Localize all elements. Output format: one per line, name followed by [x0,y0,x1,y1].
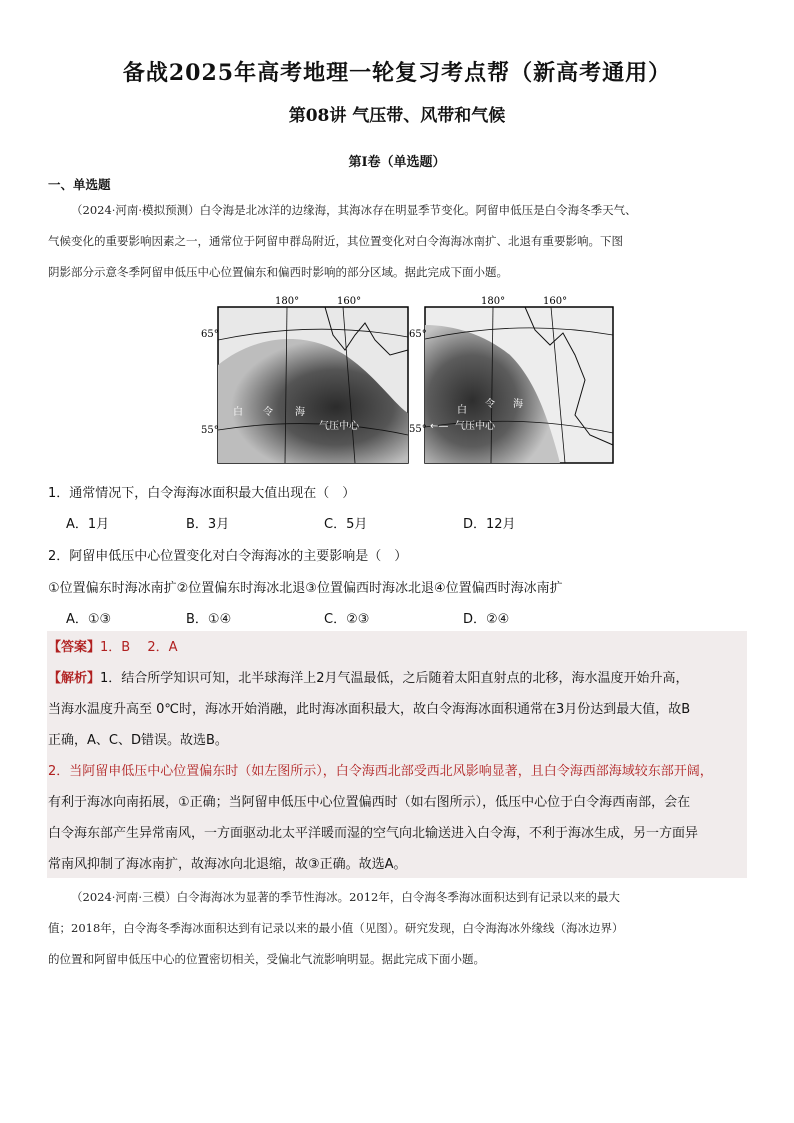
analysis-line: 白令海东部产生异常南风，一方面驱动北太平洋暖而湿的空气向北输送进入白令海，不利于海冰生成，另一方面异 [48,826,699,841]
left-map [201,296,408,463]
right-lon-180: 180° [481,296,506,307]
option-a[interactable]: A．1月 [66,517,110,532]
right-lon-160: 160° [543,296,568,307]
question-2-statements: ①位置偏东时海冰南扩②位置偏东时海冰北退③位置偏西时海冰北退④位置偏西时海冰南扩 [48,581,563,596]
question-2-stem: 2．阿留申低压中心位置变化对白令海海冰的主要影响是（ ） [48,549,408,564]
right-arrow: ←— [430,421,449,432]
option-d[interactable]: D．12月 [463,517,516,532]
analysis-line: 2．当阿留申低压中心位置偏东时（如左图所示），白令海西北部受西北风影响显著，且白令海西部海域较东部开阔， [48,764,713,779]
option-a[interactable]: A．①③ [66,612,112,627]
option-d[interactable]: D．②④ [463,612,510,627]
option-b[interactable]: B．①④ [186,612,232,627]
right-map [409,296,613,463]
answer-tag: 【答案】 [48,640,101,655]
right-sea-char: 白 [457,405,467,416]
analysis-line: 常南风抑制了海冰南扩，故海冰向北退缩，故③正确。故选A。 [48,857,407,872]
analysis-line: 当海水温度升高至 0℃时，海冰开始消融，此时海冰面积最大，故白令海海冰面积通常在3月份达到最大值，故B [48,702,691,717]
passage-2-line: （2024·河南·三模）白令海海冰为显著的季节性海冰。2012年，白令海冬季海冰面积达到有记录以来的最大 [71,890,620,904]
aleutian-low-maps [201,295,615,467]
right-lat-65: 65° [409,329,427,340]
passage-1-line: （2024·河南·模拟预测）白令海是北冰洋的边缘海，其海冰存在明显季节变化。阿留申低压是白令海冬季天气、 [71,203,637,217]
question-1-stem: 1．通常情况下，白令海海冰面积最大值出现在（ ） [48,486,356,501]
option-c[interactable]: C．5月 [324,517,368,532]
analysis-line: 正确，A、C、D错误。故选B。 [48,733,228,748]
passage-1-line: 阴影部分示意冬季阿留申低压中心位置偏东和偏西时影响的部分区域。据此完成下面小题。 [48,265,508,279]
left-lon-180: 180° [275,296,300,307]
doc-title: 备战2025年高考地理一轮复习考点帮（新高考通用） [122,60,672,86]
left-lon-160: 160° [337,296,362,307]
left-sea-char: 白 [233,407,243,418]
right-sea-char: 令 [485,399,495,410]
right-lat-55: 55° [409,424,427,435]
option-c[interactable]: C．②③ [324,612,370,627]
analysis-line [48,663,748,695]
passage-2-line: 的位置和阿留申低压中心的位置密切相关，受偏北气流影响明显。据此完成下面小题。 [48,952,485,966]
left-lat-55: 55° [201,425,219,436]
analysis-text: 1．结合所学知识可知，北半球海洋上2月气温最低，之后随着太阳直射点的北移，海水温度开始升高， [100,671,689,686]
left-sea-char: 令 [263,407,273,418]
right-pressure-center: 气压中心 [455,421,495,432]
left-lat-65: 65° [201,329,219,340]
left-sea-char: 海 [295,407,305,418]
analysis-tag: 【解析】 [48,671,101,686]
volume-heading: 第I卷（单选题） [348,155,446,170]
passage-1-line: 气候变化的重要影响因素之一，通常位于阿留申群岛附近，其位置变化对白令海海冰南扩、北退有重要影响。下图 [48,234,623,248]
analysis-line: 有利于海冰向南拓展，①正确；当阿留申低压中心位置偏西时（如右图所示），低压中心位于白令海西南部，会在 [48,795,691,810]
answer-line [48,632,748,664]
section-heading: 一、单选题 [48,177,111,192]
answer-text: 1．B 2．A [100,640,178,655]
option-b[interactable]: B．3月 [186,517,230,532]
passage-2-line: 值；2018年，白令海冬季海冰面积达到有记录以来的最小值（见图）。研究发现，白令海海冰外缘线（海冰边界） [48,921,624,935]
right-sea-char: 海 [513,399,523,410]
lecture-subtitle: 第08讲 气压带、风带和气候 [288,106,506,126]
left-pressure-center: 气压中心 [319,421,359,432]
